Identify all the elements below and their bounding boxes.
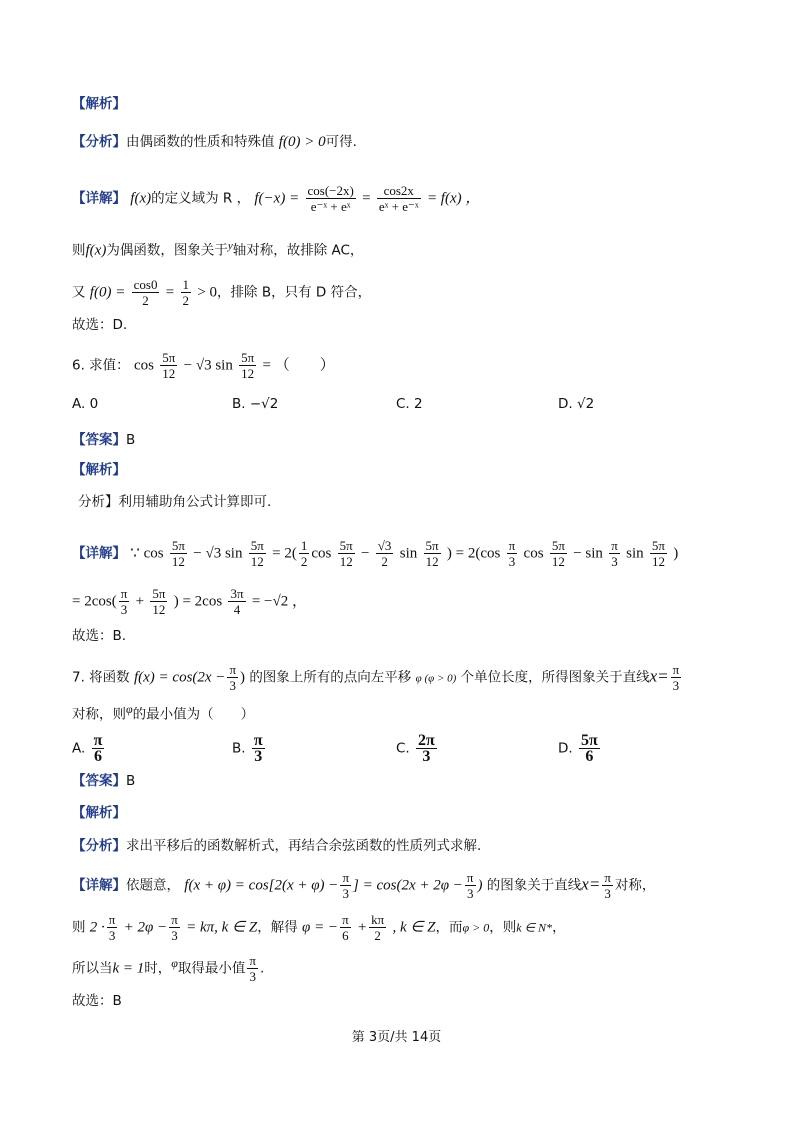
- q7-detail-line3: 所以当k = 1时，φ取得最小值 $\frac{\pi}{3}$ .: [72, 953, 265, 984]
- q5-answer: 故选：D.: [72, 317, 128, 333]
- q6-option-a: A. 0: [72, 396, 99, 412]
- q7-option-a: A. $\frac{\pi}{6}$: [72, 732, 103, 765]
- q7-stem-line2: 对称，则φ的最小值为（ ）: [72, 702, 255, 723]
- q7-jiexi-heading: 【解析】: [72, 805, 126, 821]
- page-footer: 第 3页/共 14页: [351, 1030, 442, 1045]
- q5-detail: 【详解】 f(x)的定义域为 R ， f(−x) = $\frac{\cos(-2x)}{\text{e⁻ˣ + eˣ}}$ = $\frac{\cos 2x}{\text{eˣ + e⁻ˣ}}$ = f(x) ，: [72, 183, 481, 214]
- q7-answer: 故选：B: [72, 993, 122, 1009]
- q6-option-c: C. 2: [396, 396, 423, 412]
- q7-analysis: 【分析】求出平移后的函数解析式，再结合余弦函数的性质列式求解.: [72, 838, 482, 854]
- q5-zero-line: 又 f(0) = $\frac{\cos 0}{2}$ = $\frac{1}{2}$ > 0，排除 B，只有 D 符合，: [72, 277, 372, 308]
- q6-detail-line2: = 2cos( $\frac{\pi}{3}$ + $\frac{5\pi}{12}$ ) = 2cos $\frac{3\pi}{4}$ = −√2 ，: [72, 586, 307, 617]
- q7-detail-line1: 【详解】依题意， f(x + φ) = cos[2(x + φ) − $\frac{\pi}{3}$ ] = cos(2x + 2φ − $\frac{\pi}{3}$ ) 的图象关于直线x= $\frac{\pi}{3}$ 对称，: [72, 870, 656, 901]
- q6-option-b: B. −√2: [232, 396, 279, 412]
- q7-option-c: C. $\frac{2\pi}{3}$: [396, 732, 435, 765]
- q7-stem-line1: 7. 将函数 f(x) = cos(2x − $\frac{\pi}{3}$ ) 的图象上所有的点向左平移 φ (φ > 0) 个单位长度，所得图象关于直线x= $\frac{\pi}{3}$: [72, 662, 680, 693]
- q7-answer-line: 【答案】B: [72, 773, 136, 789]
- q6-analysis: 分析】利用辅助角公式计算即可.: [78, 494, 272, 510]
- q7-detail-line2: 则 2 · $\frac{\pi}{3}$ + 2φ − $\frac{\pi}{3}$ = kπ, k ∈ Z，解得 φ = − $\frac{\pi}{6}$ + $\frac{k\pi}{2}$ , k ∈ Z，而φ > 0，则k ∈ N*，: [72, 912, 566, 943]
- q6-answer: 故选：B.: [72, 628, 127, 644]
- q5-frac-2: $\frac{\cos 2x}{\text{eˣ + e⁻ˣ}}$: [378, 183, 419, 214]
- q5-analysis: 【分析】由偶函数的性质和特殊值 f(0) > 0可得.: [72, 134, 357, 150]
- q6-stem: 6. 求值： cos $\frac{5\pi}{12}$ − √3 sin $\frac{5\pi}{12}$ = （ ）: [72, 350, 335, 381]
- q6-answer-line: 【答案】B: [72, 432, 136, 448]
- q5-even-line: 则f(x)为偶函数，图象关于$^y$轴对称，故排除 AC，: [72, 240, 364, 259]
- q6-detail-line1: 【详解】 ∵ cos $\frac{5\pi}{12}$ − √3 sin $\frac{5\pi}{12}$ = 2( $\frac{1}{2}$ cos $\frac{5\pi}{12}$ − $\frac{√3}{2}$ sin $\frac{5\pi}{12}$ ) = 2(cos $\frac{\pi}{3}$ cos $\frac{5\pi}{12}$ − sin $\frac{\pi}{3}$ sin $\frac{5\pi}{12}$ ): [72, 538, 679, 569]
- q7-option-d: D. $\frac{5\pi}{6}$: [558, 732, 598, 765]
- q6-option-d: D. √2: [558, 396, 595, 412]
- q7-option-b: B. $\frac{\pi}{3}$: [232, 732, 263, 765]
- q5-jiexi-heading: 【解析】: [72, 96, 126, 112]
- q6-jiexi-heading: 【解析】: [72, 462, 126, 478]
- q5-frac-1: $\frac{\cos(-2x)}{\text{e⁻ˣ + eˣ}}$: [307, 183, 354, 214]
